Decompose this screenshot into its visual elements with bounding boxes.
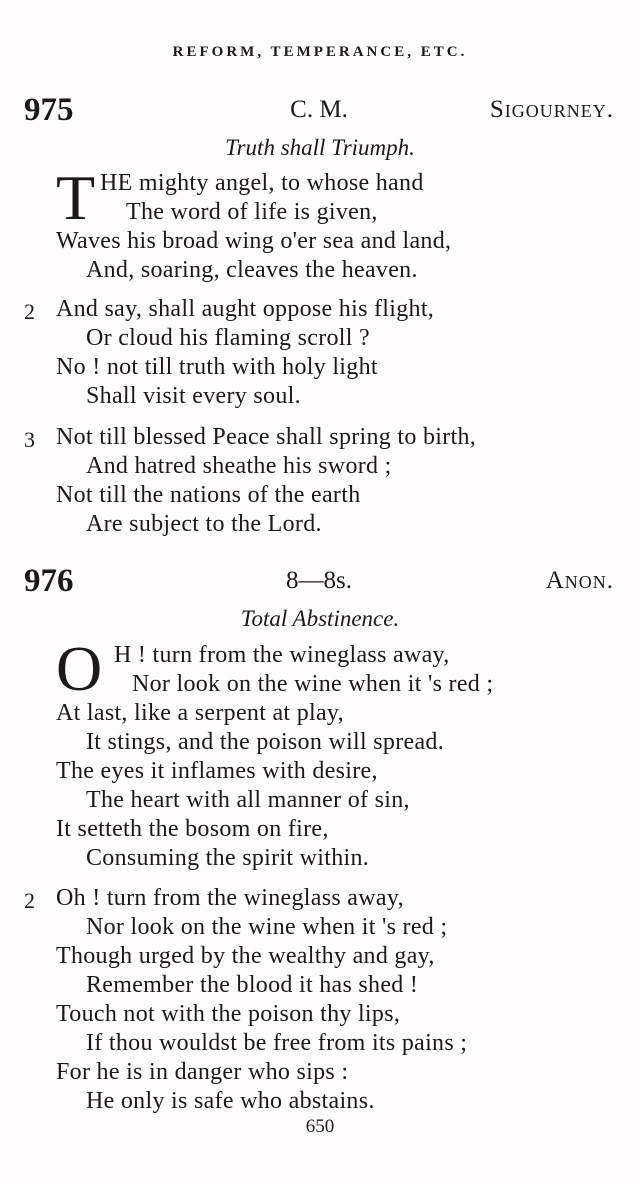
verse-line: The heart with all manner of sin, [86,787,410,813]
verse-line: Nor look on the wine when it 's red ; [86,914,448,940]
verse-line: And, soaring, cleaves the heaven. [86,257,418,283]
verse-line: He only is safe who abstains. [86,1088,375,1114]
stanza-number: 2 [24,888,35,913]
verse-line: Touch not with the poison thy lips, [56,1001,401,1027]
verse-line: Oh ! turn from the wineglass away, [56,885,404,911]
verse-line: No ! not till truth with holy light [56,354,378,380]
verse-line: For he is in danger who sips : [56,1059,349,1085]
verse-line: The word of life is given, [126,199,378,225]
verse-line: The eyes it inflames with desire, [56,758,378,784]
hymn-meter: C. M. [290,96,348,123]
hymn-975-header [24,92,614,132]
verse-line: H ! turn from the wineglass away, [114,642,450,668]
page-number: 650 [305,1116,335,1137]
verse-line: Or cloud his flaming scroll ? [86,325,370,351]
verse-line: Remember the blood it has shed ! [86,972,419,998]
verse-line: Shall visit every soul. [86,383,301,409]
running-head: REFORM, TEMPERANCE, ETC. [172,44,468,60]
stanza-number: 2 [24,299,35,324]
hymn-number: 976 [24,563,74,599]
verse-line: If thou wouldst be free from its pains ; [86,1030,468,1056]
drop-cap: T [56,162,96,233]
hymn-meter: 8—8s. [286,567,352,594]
stanza-number: 3 [24,427,35,452]
verse-line: It setteth the bosom on fire, [56,816,329,842]
verse-line: And hatred sheathe his sword ; [86,453,392,479]
verse-line: Are subject to the Lord. [86,511,322,537]
verse-line: It stings, and the poison will spread. [86,729,445,755]
hymn-author: Anon. [545,567,614,594]
hymn-number: 975 [24,92,74,128]
verse-line: At last, like a serpent at play, [56,700,344,726]
verse-line: Not till the nations of the earth [56,482,361,508]
verse-line: Though urged by the wealthy and gay, [56,943,435,969]
verse-line: HE mighty angel, to whose hand [100,170,424,196]
verse-line: Nor look on the wine when it 's red ; [132,671,494,697]
verse-line: Not till blessed Peace shall spring to birth, [56,424,477,450]
hymn-title: Total Abstinence. [240,606,400,631]
hymn-author: Sigourney. [489,96,614,123]
verse-line: And say, shall aught oppose his flight, [56,296,435,322]
verse-line: Consuming the spirit within. [86,845,370,871]
verse-line: Waves his broad wing o'er sea and land, [56,228,452,254]
hymn-title: Truth shall Triumph. [225,135,415,160]
drop-cap: O [56,633,103,704]
hymn-976-header [24,563,614,603]
